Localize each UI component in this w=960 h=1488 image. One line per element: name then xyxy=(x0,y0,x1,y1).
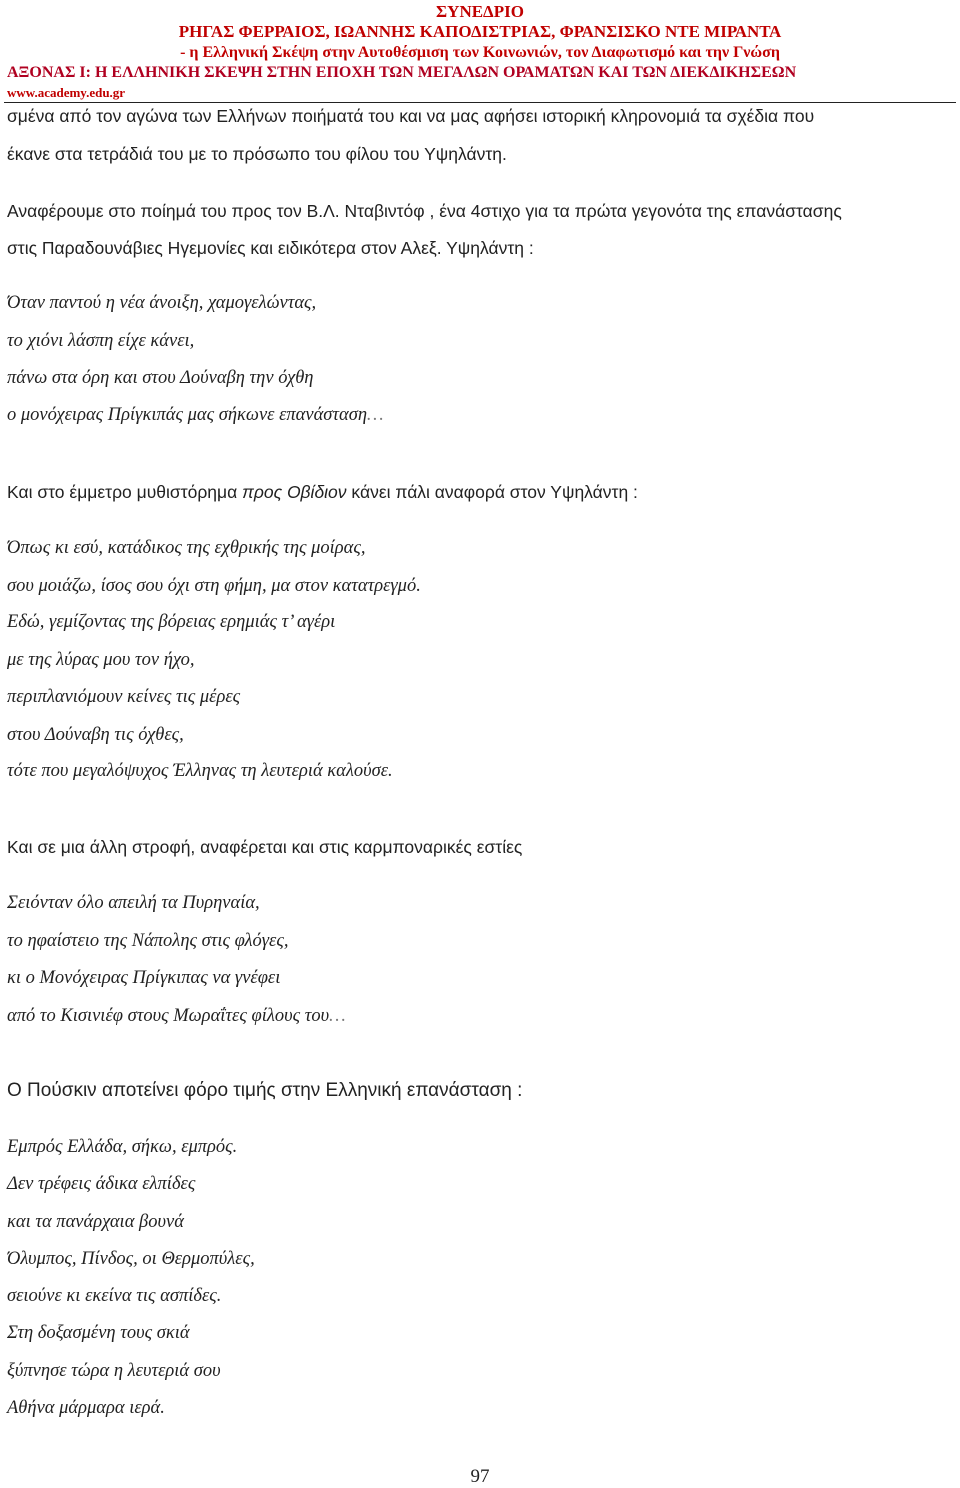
poem-text: ο μονόχειρας Πρίγκιπάς μας σήκωνε επανάσταση xyxy=(7,405,368,425)
body-text: Και στο έμμετρο μυθιστόρημα xyxy=(7,482,243,502)
poem-line: Σειόνταν όλο απειλή τα Πυρηναία, xyxy=(7,893,260,913)
body-line: Αναφέρουμε στο ποίημά του προς τον Β.Λ. Νταβιντόφ , ένα 4στιχο για τα πρώτα γεγονότα της επανάστασης xyxy=(7,201,842,221)
body-line: έκανε στα τετράδιά του με το πρόσωπο του φίλου του Υψηλάντη. xyxy=(7,144,507,164)
poem-line: σου μοιάζω, ίσος σου όχι στη φήμη, μα στον κατατρεγμό. xyxy=(7,576,421,596)
poem-line: Αθήνα μάρμαρα ιερά. xyxy=(7,1398,165,1418)
poem-line: Όλυμπος, Πίνδος, οι Θερμοπύλες, xyxy=(7,1249,255,1269)
body-line: στις Παραδουνάβιες Ηγεμονίες και ειδικότερα στον Αλεξ. Υψηλάντη : xyxy=(7,238,534,258)
poem-text: από το Κισινιέφ στους Μωραΐτες φίλους του xyxy=(7,1006,330,1026)
header-website-link[interactable]: www.academy.edu.gr xyxy=(7,85,126,100)
body-line: Ο Πούσκιν αποτείνει φόρο τιμής στην Ελληνική επανάσταση : xyxy=(7,1080,523,1101)
poem-line: Στη δοξασμένη τους σκιά xyxy=(7,1323,190,1343)
body-line xyxy=(7,482,638,503)
poem-line: περιπλανιόμουν κείνες τις μέρες xyxy=(7,687,241,707)
poem-line: Εμπρός Ελλάδα, σήκω, εμπρός. xyxy=(7,1137,238,1157)
body-text: κάνει πάλι αναφορά στον Υψηλάντη : xyxy=(346,482,638,502)
body-line: Και σε μια άλλη στροφή, αναφέρεται και στις καρμποναρικές εστίες xyxy=(7,837,523,857)
ellipsis: … xyxy=(329,1006,346,1026)
poem-line: κι ο Μονόχειρας Πρίγκιπας να γνέφει xyxy=(7,968,281,988)
poem-line: Εδώ, γεμίζοντας της βόρειας ερημιάς τ’ αγέρι xyxy=(7,612,336,632)
poem-line: Όπως κι εσύ, κατάδικος της εχθρικής της μοίρας, xyxy=(7,538,366,558)
poem-line: Όταν παντού η νέα άνοιξη, χαμογελώντας, xyxy=(7,293,317,313)
header-divider xyxy=(4,102,956,103)
poem-line: το χιόνι λάσπη είχε κάνει, xyxy=(7,331,195,351)
ellipsis: … xyxy=(367,405,384,425)
body-line: σμένα από τον αγώνα των Ελλήνων ποιήματά του και να μας αφήσει ιστορική κληρονομιά τα σχέδια που xyxy=(7,106,815,126)
poem-line: το ηφαίστειο της Νάπολης στις φλόγες, xyxy=(7,931,289,951)
poem-line: τότε που μεγαλόψυχος Έλληνας τη λευτεριά καλούσε. xyxy=(7,761,393,781)
page-number: 97 xyxy=(470,1466,490,1487)
poem-line: πάνω στα όρη και στου Δούναβη την όχθη xyxy=(7,368,314,388)
poem-line: με της λύρας μου τον ήχο, xyxy=(7,650,195,670)
poem-line xyxy=(7,1006,346,1027)
poem-line xyxy=(7,405,384,426)
poem-line: στου Δούναβη τις όχθες, xyxy=(7,725,184,745)
header-axis-title: ΑΞΟΝΑΣ Ι: Η ΕΛΛΗΝΙΚΗ ΣΚΕΨΗ ΣΤΗΝ ΕΠΟΧΗ ΤΩΝ ΜΕΓΑΛΩΝ ΟΡΑΜΑΤΩΝ ΚΑΙ ΤΩΝ ΔΙΕΚΔΙΚΗΣΕΩΝ xyxy=(7,64,797,81)
poem-line: ξύπνησε τώρα η λευτεριά σου xyxy=(7,1361,221,1381)
header-conference-names: ΡΗΓΑΣ ΦΕΡΡΑΙΟΣ, ΙΩΑΝΝΗΣ ΚΑΠΟΔΙΣΤΡΙΑΣ, ΦΡΑΝΣΙΣΚΟ ΝΤΕ ΜΙΡΑΝΤΑ xyxy=(178,22,782,41)
italic-title: προς Οβίδιον xyxy=(242,482,347,502)
header-conference-title: ΣΥΝΕΔΡΙΟ xyxy=(436,2,524,21)
header-conference-subtitle: - η Ελληνική Σκέψη στην Αυτοθέσμιση των Κοινωνιών, τον Διαφωτισμό και την Γνώση xyxy=(180,44,780,61)
poem-line: σειούνε κι εκείνα τις ασπίδες. xyxy=(7,1286,222,1306)
poem-line: και τα πανάρχαια βουνά xyxy=(7,1212,184,1232)
poem-line: Δεν τρέφεις άδικα ελπίδες xyxy=(7,1174,196,1194)
